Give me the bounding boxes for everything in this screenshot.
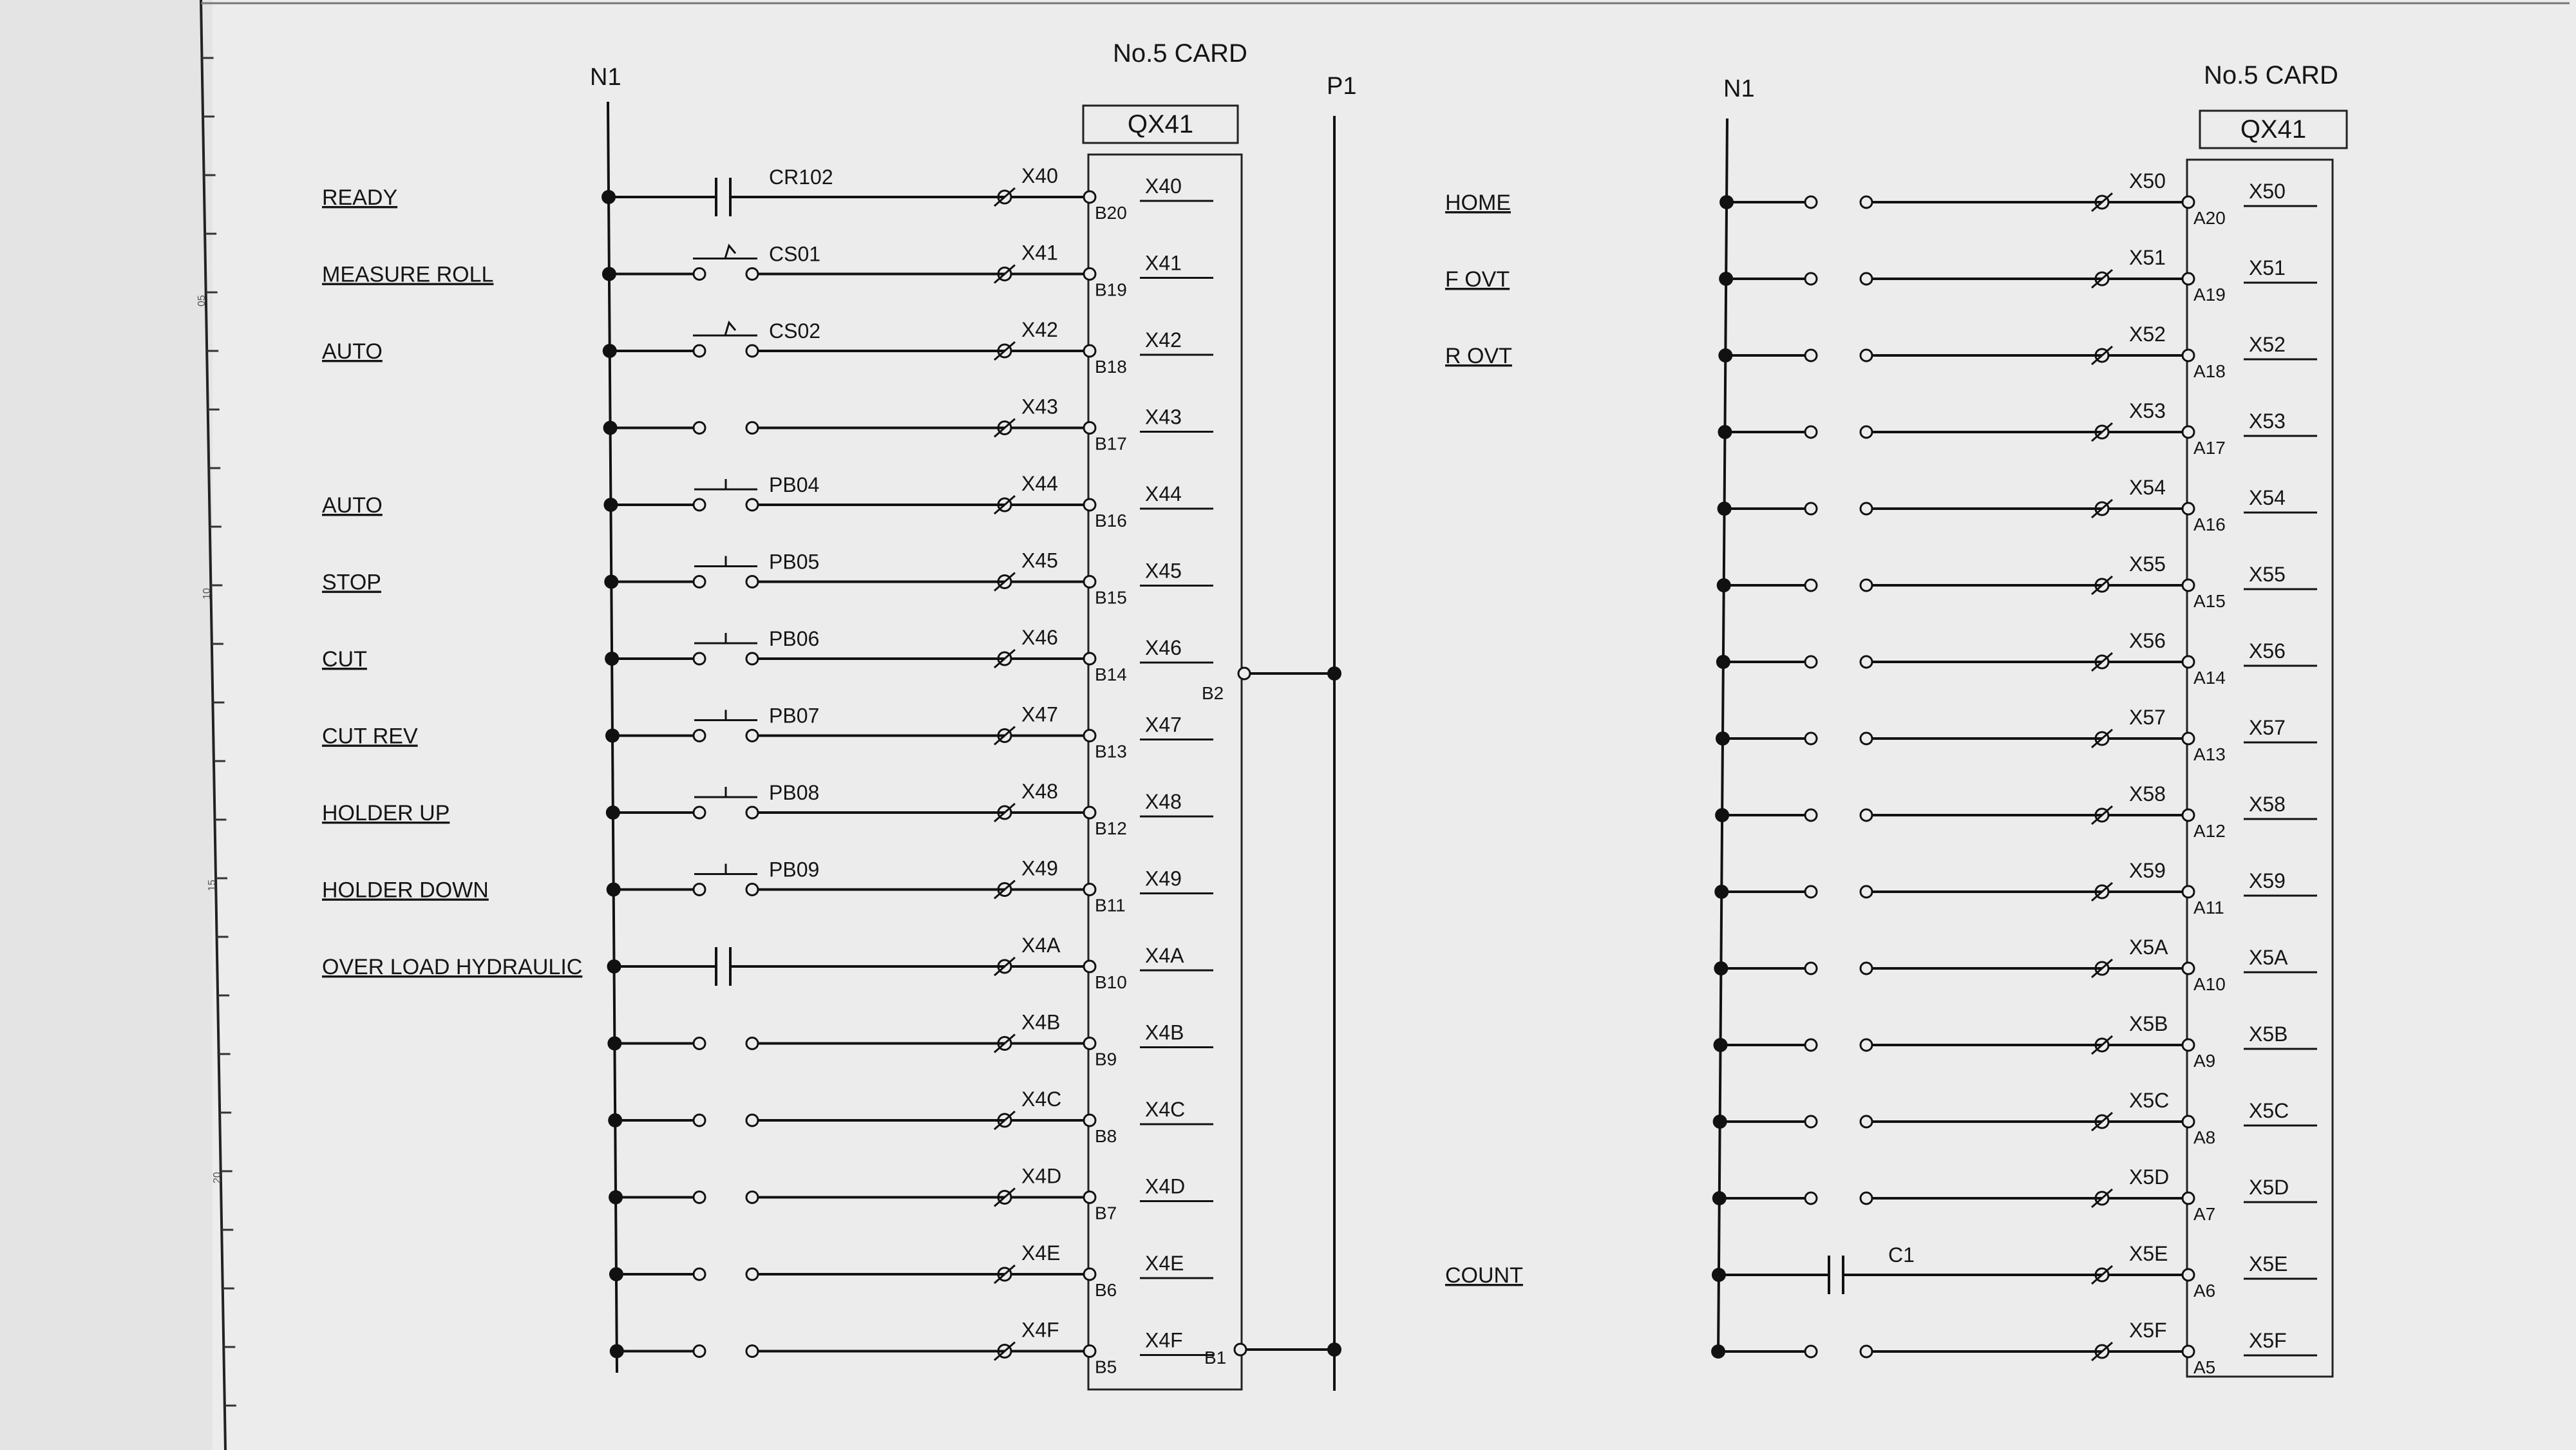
right-input-signal: X5F — [2249, 1329, 2287, 1352]
right-contact-terminal — [1861, 503, 1872, 514]
left-input-signal: X4C — [1145, 1098, 1186, 1121]
right-rung-label: HOME — [1445, 191, 1511, 215]
right-input-signal: X5D — [2249, 1176, 2289, 1199]
right-input-signal: X5B — [2249, 1022, 2288, 1046]
right-wire-number: X52 — [2129, 323, 2166, 346]
right-input-signal: X55 — [2249, 563, 2286, 586]
left-b1-junction — [1327, 1342, 1341, 1357]
right-contact-terminal — [1805, 503, 1817, 514]
right-card-pin-terminal — [2183, 809, 2194, 821]
left-input-signal: X46 — [1145, 636, 1182, 659]
left-wire-number: X4B — [1021, 1010, 1061, 1034]
left-rung-label: CUT — [322, 647, 367, 672]
left-wire-number: X4C — [1021, 1088, 1062, 1111]
left-contact-terminal — [746, 1268, 758, 1280]
right-card-pin-terminal — [2183, 426, 2194, 438]
right-card-title: No.5 CARD — [2204, 61, 2338, 89]
right-device-tag: C1 — [1888, 1243, 1915, 1266]
left-rung-label: HOLDER UP — [322, 801, 450, 825]
right-contact-terminal — [1861, 1116, 1872, 1127]
right-contact-terminal — [1861, 963, 1872, 974]
left-wire-number: X48 — [1021, 780, 1058, 803]
left-b2-terminal — [1238, 668, 1250, 679]
left-contact-terminal — [746, 499, 758, 511]
left-contact-terminal — [746, 1192, 758, 1203]
left-wire-number: X49 — [1021, 856, 1058, 880]
left-card-pin: B8 — [1095, 1126, 1117, 1146]
right-wire-number: X58 — [2129, 782, 2166, 805]
left-input-signal: X4B — [1145, 1021, 1184, 1044]
left-contact-terminal — [694, 1192, 705, 1203]
left-card-pin-terminal — [1084, 1038, 1095, 1050]
left-card-pin: B13 — [1095, 741, 1127, 762]
left-module-label: QX41 — [1127, 110, 1194, 138]
left-wire-number: X46 — [1021, 626, 1058, 649]
right-card-pin: A18 — [2193, 361, 2226, 381]
right-card-pin-terminal — [2183, 1346, 2194, 1357]
left-input-signal: X4E — [1145, 1252, 1184, 1275]
left-contact-terminal — [746, 576, 758, 588]
left-contact-terminal — [746, 268, 758, 280]
right-card-pin-terminal — [2183, 1039, 2194, 1051]
right-wire-number: X5B — [2129, 1012, 2168, 1035]
right-card-pin-terminal — [2183, 1269, 2194, 1281]
left-input-signal: X42 — [1145, 328, 1182, 352]
right-card-pin-terminal — [2183, 1192, 2194, 1204]
right-card-pin-terminal — [2183, 196, 2194, 208]
right-contact-terminal — [1805, 196, 1817, 208]
right-input-signal: X50 — [2249, 180, 2286, 203]
right-contact-terminal — [1805, 733, 1817, 744]
left-contact-terminal — [694, 1038, 705, 1050]
right-contact-terminal — [1805, 1192, 1817, 1204]
right-wire-number: X50 — [2129, 169, 2166, 193]
right-card-pin-terminal — [2183, 1116, 2194, 1127]
right-input-signal: X53 — [2249, 410, 2286, 433]
left-card-pin-terminal — [1084, 191, 1095, 203]
right-rung-label: R OVT — [1445, 344, 1512, 368]
left-input-signal: X40 — [1145, 174, 1182, 198]
left-device-tag: PB05 — [769, 550, 820, 574]
left-contact-terminal — [694, 807, 705, 818]
right-contact-terminal — [1861, 273, 1872, 285]
right-contact-terminal — [1805, 273, 1817, 285]
right-rung-label: COUNT — [1445, 1263, 1523, 1288]
right-contact-terminal — [1861, 733, 1872, 744]
left-card-pin: B20 — [1095, 203, 1127, 223]
left-rung-label: STOP — [322, 570, 381, 595]
left-contact-terminal — [746, 1346, 758, 1357]
left-contact-terminal — [694, 268, 705, 280]
right-input-signal: X5C — [2249, 1099, 2289, 1122]
right-card-pin-terminal — [2183, 886, 2194, 898]
right-wire-number: X55 — [2129, 552, 2166, 576]
left-contact-terminal — [694, 345, 705, 357]
left-rung-label: CUT REV — [322, 724, 418, 749]
margin-scale-label: 10 — [202, 588, 213, 599]
left-contact-terminal — [694, 422, 705, 434]
left-card-pin: B12 — [1095, 818, 1127, 838]
left-wire-number: X4A — [1021, 934, 1061, 957]
left-device-tag: PB06 — [769, 627, 820, 650]
right-input-signal: X57 — [2249, 716, 2286, 739]
left-card-pin-terminal — [1084, 268, 1095, 280]
right-card-pin: A12 — [2193, 821, 2226, 841]
right-card-pin: A11 — [2193, 898, 2224, 918]
left-bus-n-label: N1 — [590, 64, 621, 91]
left-input-signal: X4A — [1145, 944, 1184, 967]
left-contact-terminal — [746, 730, 758, 742]
left-contact-terminal — [746, 345, 758, 357]
left-contact-terminal — [694, 653, 705, 664]
left-wire-number: X4E — [1021, 1241, 1061, 1265]
left-device-tag: CR102 — [769, 165, 833, 189]
left-contact-terminal — [694, 1268, 705, 1280]
left-card-pin-terminal — [1084, 499, 1095, 511]
left-device-tag: PB09 — [769, 858, 820, 881]
right-card-pin-terminal — [2183, 579, 2194, 591]
right-contact-terminal — [1861, 1346, 1872, 1357]
right-card-pin: A13 — [2193, 744, 2226, 764]
left-contact-terminal — [694, 730, 705, 742]
right-input-signal: X59 — [2249, 869, 2286, 892]
left-b1-label: B1 — [1204, 1348, 1227, 1368]
left-card-pin: B5 — [1095, 1357, 1117, 1377]
left-b2-junction — [1327, 666, 1341, 681]
right-wire-number: X53 — [2129, 399, 2166, 422]
margin-scale-label: 05 — [196, 295, 207, 306]
right-contact-terminal — [1805, 886, 1817, 898]
right-wire-number: X51 — [2129, 246, 2166, 269]
right-input-signal: X5E — [2249, 1252, 2288, 1276]
left-b2-label: B2 — [1202, 683, 1224, 703]
left-card-pin: B11 — [1095, 895, 1126, 916]
right-contact-terminal — [1861, 886, 1872, 898]
right-card-pin: A14 — [2193, 668, 2226, 688]
left-card-pin-terminal — [1084, 884, 1095, 896]
left-input-signal: X44 — [1145, 482, 1182, 505]
right-card-pin: A10 — [2193, 974, 2226, 994]
left-card-pin-terminal — [1084, 422, 1095, 434]
left-input-signal: X48 — [1145, 790, 1182, 813]
left-card-pin-terminal — [1084, 730, 1095, 742]
right-contact-terminal — [1805, 656, 1817, 668]
left-card-pin: B14 — [1095, 664, 1127, 684]
right-card-pin-terminal — [2183, 273, 2194, 285]
right-wire-number: X5A — [2129, 936, 2168, 959]
right-bus-n-label: N1 — [1723, 75, 1755, 102]
left-device-tag: PB07 — [769, 704, 820, 728]
left-contact-terminal — [694, 576, 705, 588]
left-card-pin: B10 — [1095, 972, 1127, 992]
right-input-signal: X51 — [2249, 256, 2286, 279]
left-card-pin: B9 — [1095, 1049, 1117, 1069]
left-wire-number: X4D — [1021, 1164, 1062, 1188]
right-card-pin: A16 — [2193, 514, 2226, 534]
right-contact-terminal — [1861, 196, 1872, 208]
left-contact-terminal — [746, 884, 758, 896]
right-card-pin: A6 — [2193, 1281, 2216, 1301]
left-card-pin-terminal — [1084, 653, 1095, 664]
right-card-pin: A7 — [2193, 1204, 2216, 1224]
left-card-pin-terminal — [1084, 1346, 1095, 1357]
left-card-pin-terminal — [1084, 576, 1095, 588]
right-card-pin-terminal — [2183, 733, 2194, 744]
left-card-pin-terminal — [1084, 961, 1095, 972]
left-input-signal: X41 — [1145, 251, 1182, 275]
left-wire-number: X42 — [1021, 318, 1058, 341]
left-card-pin: B6 — [1095, 1280, 1117, 1300]
left-wire-number: X4F — [1021, 1318, 1059, 1342]
margin-scale-label: 15 — [207, 880, 218, 891]
right-card-pin-terminal — [2183, 963, 2194, 974]
left-rung-label: READY — [322, 185, 398, 210]
left-wire-number: X44 — [1021, 472, 1058, 495]
left-input-signal: X4D — [1145, 1174, 1186, 1198]
right-contact-terminal — [1805, 1346, 1817, 1357]
right-contact-terminal — [1805, 809, 1817, 821]
left-card-pin: B18 — [1095, 357, 1127, 377]
left-bus-p-label: P1 — [1327, 73, 1357, 100]
right-wire-number: X59 — [2129, 859, 2166, 882]
left-input-signal: X47 — [1145, 713, 1182, 737]
right-wire-number: X57 — [2129, 706, 2166, 729]
right-card-pin-terminal — [2183, 656, 2194, 668]
left-rung-label: MEASURE ROLL — [322, 262, 494, 287]
right-wire-number: X5D — [2129, 1165, 2170, 1189]
left-card-pin-terminal — [1084, 807, 1095, 818]
left-device-tag: PB04 — [769, 473, 820, 496]
margin-scale-label: 20 — [212, 1172, 223, 1183]
right-wire-number: X56 — [2129, 629, 2166, 652]
right-input-signal: X58 — [2249, 793, 2286, 816]
left-contact-terminal — [694, 1115, 705, 1126]
right-contact-terminal — [1861, 1039, 1872, 1051]
left-contact-terminal — [694, 499, 705, 511]
left-wire-number: X45 — [1021, 549, 1058, 572]
left-rung-label: HOLDER DOWN — [322, 878, 489, 903]
right-card-pin: A15 — [2193, 591, 2226, 611]
right-input-signal: X56 — [2249, 639, 2286, 663]
left-contact-terminal — [746, 1038, 758, 1050]
left-input-signal: X49 — [1145, 867, 1182, 890]
left-contact-terminal — [746, 422, 758, 434]
left-device-tag: PB08 — [769, 781, 820, 804]
right-input-signal: X5A — [2249, 946, 2288, 969]
right-contact-terminal — [1861, 426, 1872, 438]
left-b1-terminal — [1235, 1344, 1246, 1355]
left-input-signal: X43 — [1145, 405, 1182, 429]
left-card-pin: B19 — [1095, 279, 1127, 300]
left-contact-terminal — [746, 807, 758, 818]
left-input-signal: X4F — [1145, 1328, 1183, 1352]
left-rung-label: AUTO — [322, 493, 383, 518]
left-device-tag: CS02 — [769, 319, 821, 343]
right-contact-terminal — [1805, 963, 1817, 974]
right-contact-terminal — [1861, 1192, 1872, 1204]
left-rung-label: OVER LOAD HYDRAULIC — [322, 955, 583, 979]
left-card-pin-terminal — [1084, 1268, 1095, 1280]
left-card-pin: B17 — [1095, 433, 1127, 454]
right-module-label: QX41 — [2240, 115, 2307, 144]
right-contact-terminal — [1805, 350, 1817, 361]
right-contact-terminal — [1805, 426, 1817, 438]
left-card-pin-terminal — [1084, 345, 1095, 357]
left-card-pin-terminal — [1084, 1115, 1095, 1126]
right-card-pin: A9 — [2193, 1051, 2216, 1071]
right-contact-terminal — [1861, 579, 1872, 591]
left-wire-number: X47 — [1021, 702, 1058, 726]
left-wire-number: X43 — [1021, 395, 1058, 419]
left-card-pin: B15 — [1095, 587, 1127, 608]
right-card-pin: A20 — [2193, 208, 2226, 228]
right-wire-number: X5C — [2129, 1089, 2170, 1112]
right-contact-terminal — [1805, 1116, 1817, 1127]
left-contact-terminal — [694, 884, 705, 896]
right-wire-number: X54 — [2129, 476, 2166, 499]
right-wire-number: X5F — [2129, 1319, 2167, 1342]
right-rung-label: F OVT — [1445, 267, 1510, 292]
right-input-signal: X54 — [2249, 486, 2286, 509]
right-card-pin-terminal — [2183, 350, 2194, 361]
left-rung-label: AUTO — [322, 339, 383, 364]
left-card-pin: B7 — [1095, 1203, 1117, 1223]
right-contact-terminal — [1861, 350, 1872, 361]
left-wire-number: X40 — [1021, 164, 1058, 187]
left-contact-terminal — [746, 653, 758, 664]
left-contact-terminal — [694, 1346, 705, 1357]
right-wire-number: X5E — [2129, 1242, 2168, 1265]
right-card-pin: A19 — [2193, 285, 2226, 305]
left-card-title: No.5 CARD — [1113, 39, 1247, 68]
right-card-pin-terminal — [2183, 503, 2194, 514]
right-contact-terminal — [1861, 656, 1872, 668]
right-card-pin: A8 — [2193, 1127, 2216, 1147]
right-contact-terminal — [1861, 809, 1872, 821]
right-card-pin: A17 — [2193, 438, 2226, 458]
left-card-pin: B16 — [1095, 511, 1127, 531]
right-contact-terminal — [1805, 579, 1817, 591]
right-contact-terminal — [1805, 1039, 1817, 1051]
right-input-signal: X52 — [2249, 333, 2286, 356]
left-input-signal: X45 — [1145, 559, 1182, 583]
left-device-tag: CS01 — [769, 242, 821, 266]
left-wire-number: X41 — [1021, 241, 1058, 265]
left-card-pin-terminal — [1084, 1192, 1095, 1203]
left-contact-terminal — [746, 1115, 758, 1126]
right-card-pin: A5 — [2193, 1357, 2216, 1377]
